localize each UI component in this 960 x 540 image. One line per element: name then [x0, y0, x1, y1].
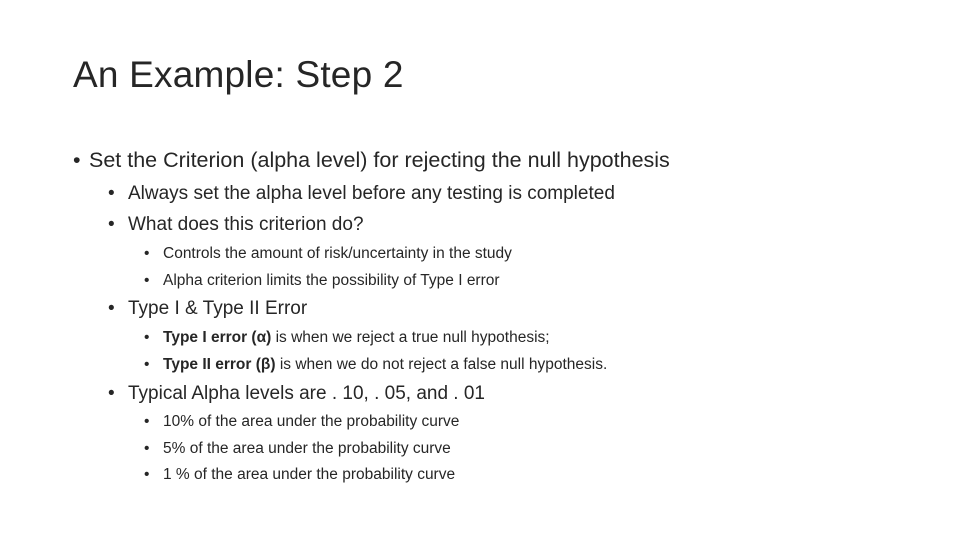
slide-title: An Example: Step 2: [73, 54, 404, 95]
bullet-criterion-question: [108, 214, 364, 236]
bullet-error-types: [108, 298, 307, 320]
term-type-ii-error: Type II error (β): [163, 356, 276, 373]
bullet-text: Controls the amount of risk/uncertainty in the study: [163, 245, 512, 262]
definition-text: is when we reject a true null hypothesis;: [271, 329, 550, 346]
term-type-i-error: Type I error (α): [163, 329, 272, 346]
bullet-type-i-error: [144, 329, 550, 347]
bullet-one-percent: [144, 466, 455, 484]
bullet-text: Typical Alpha levels are . 10, . 05, and . 01: [128, 383, 486, 404]
bullet-marker: •: [108, 183, 115, 204]
bullet-text: Set the Criterion (alpha level) for rejecting the null hypothesis: [89, 148, 670, 172]
bullet-limits-type-i: [144, 272, 500, 290]
bullet-text: 5% of the area under the probability curve: [163, 440, 451, 457]
bullet-marker: •: [144, 466, 150, 483]
definition-text: is when we do not reject a false null hypothesis.: [275, 356, 608, 373]
bullet-marker: •: [108, 298, 115, 319]
bullet-text: Alpha criterion limits the possibility of Type I error: [163, 272, 500, 289]
bullet-type-ii-error: [144, 356, 607, 374]
bullet-text: 1 % of the area under the probability curve: [163, 466, 456, 483]
bullet-marker: •: [144, 356, 150, 373]
bullet-marker: •: [108, 214, 115, 235]
bullet-always-set-alpha: [108, 183, 615, 205]
bullet-alpha-levels: [108, 383, 485, 405]
bullet-text: Type I & Type II Error: [128, 298, 308, 319]
bullet-controls-risk: [144, 245, 512, 263]
bullet-criterion: [73, 148, 670, 173]
bullet-marker: •: [73, 148, 81, 172]
bullet-marker: •: [144, 440, 150, 457]
bullet-marker: •: [144, 245, 150, 262]
bullet-ten-percent: [144, 413, 459, 431]
bullet-text: 10% of the area under the probability curve: [163, 413, 460, 430]
bullet-five-percent: [144, 440, 451, 458]
bullet-marker: •: [144, 329, 150, 346]
bullet-marker: •: [144, 272, 150, 289]
bullet-marker: •: [144, 413, 150, 430]
bullet-marker: •: [108, 383, 115, 404]
bullet-text: What does this criterion do?: [128, 214, 364, 235]
bullet-text: Always set the alpha level before any testing is completed: [128, 183, 615, 204]
